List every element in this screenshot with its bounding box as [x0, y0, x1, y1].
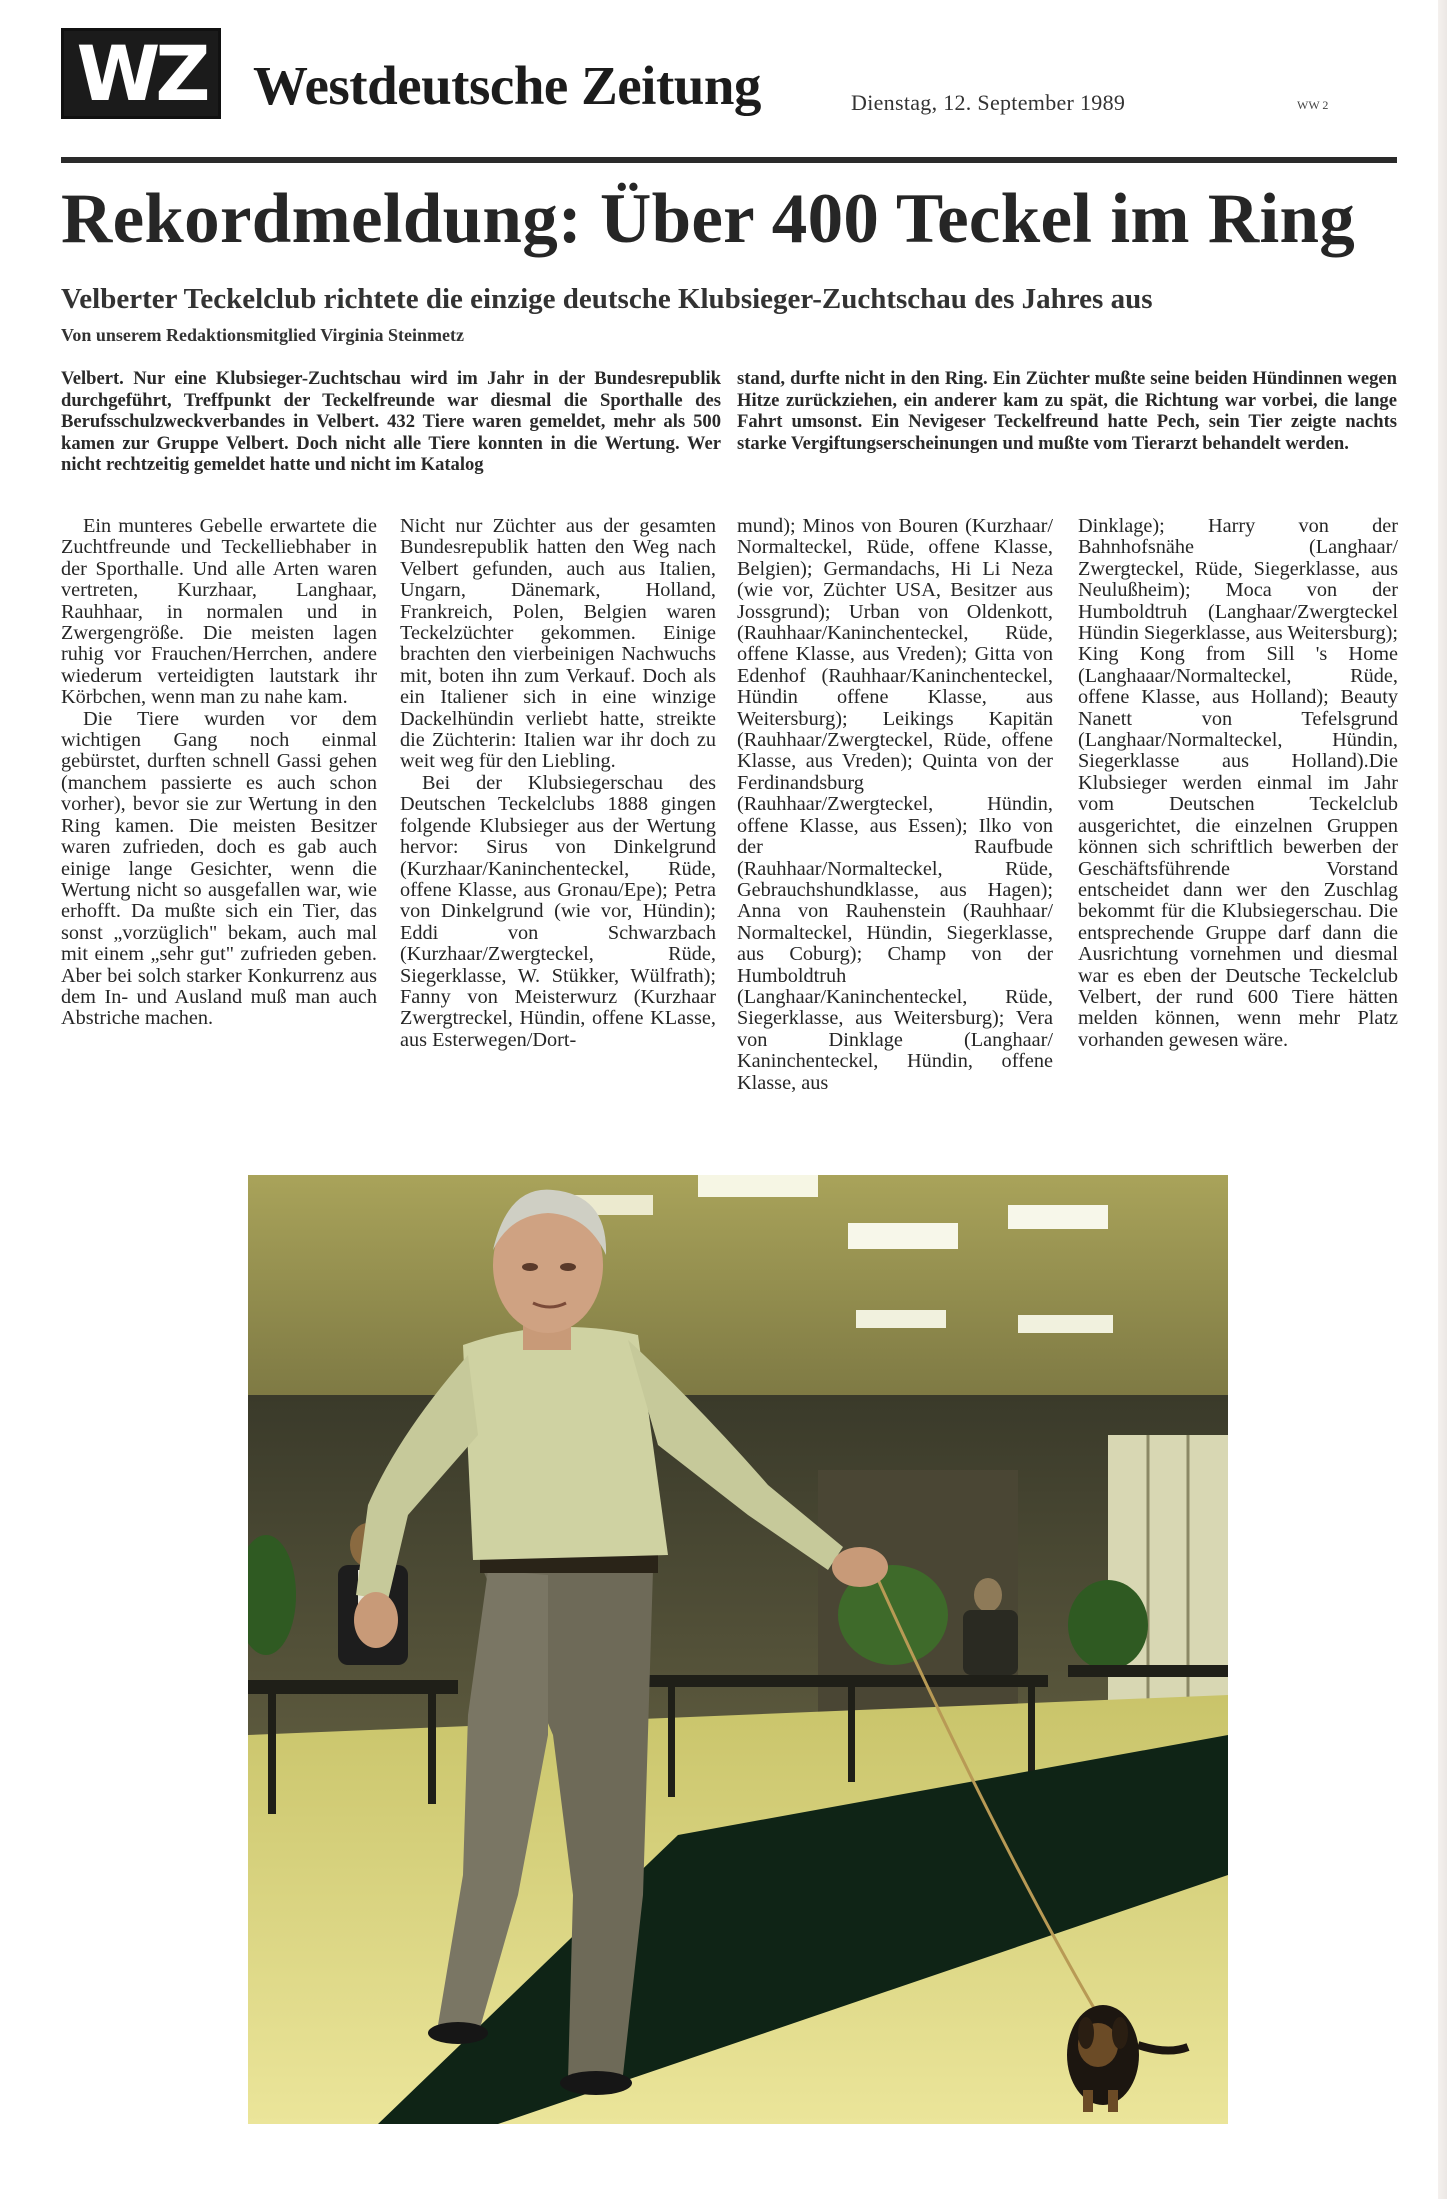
article-byline: Von unserem Redaktionsmitglied Virginia Steinmetz [61, 325, 465, 345]
ceiling-light [848, 1223, 958, 1249]
ceiling-light [698, 1175, 818, 1197]
body-column-1 [61, 516, 377, 1030]
lead-paragraph-left: Velbert. Nur eine Klubsieger-Zuchtschau wird im Jahr in der Bundesrepublik durchgeführt, Treffpunkt der Teckelfreunde war diesmal die Sporthalle des Berufsschulzweckverbandes in Velbert. 432 Tiere waren gemeldet, mehr als 500 kamen zur Gruppe Velbert. Doch nicht alle Tiere konnten in die Wertung. Wer nicht rechtzeitig gemeldet hatte und nicht im Katalog [61, 368, 721, 476]
table [248, 1680, 458, 1694]
page-edge-shadow [1438, 0, 1447, 2199]
ceiling-light [1018, 1315, 1113, 1333]
photo-illustration [248, 1175, 1228, 2124]
table [1068, 1665, 1228, 1677]
masthead-rule [61, 157, 1397, 163]
body-paragraph: Die Tiere wurden vor dem wichtigen Gang noch einmal gebürstet, durften schnell Gassi gehen (manchem passierte es auch schon vorher), bevor sie zur Wertung in den Ring kamen. Die meisten Besitzer waren zufrieden, doch es gab auch einige lange Gesichter, wenn die Wertung nicht so ausgefallen war, wie erhofft. Da mußte sich ein Tier, das sonst „vorzüglich" bekam, auch mal mit einem „sehr gut" zufrieden geben. Aber bei solch starker Konkurrenz aus dem In- und Ausland muß man auch Abstriche machen. [61, 707, 377, 1030]
body-column-3 [737, 516, 1053, 1094]
body-paragraph: mund); Minos von Bouren (Kurzhaar/ Normalteckel, Rüde, offene Klasse, Belgien); Germandachs, Hi Li Neza (wie vor, Züchter USA, Besitzer aus Jossgrund); Urban von Oldenkott, (Rauhhaar/Kaninchenteckel, Rüde, offene Klasse, aus Vreden); Gitta von Edenhof (Rauhhaar/Kaninchenteckel, Hündin offene Klasse, aus Weitersburg); Leikings Kapitän (Rauhhaar/Zwergteckel, Rüde, offene Klasse, aus Vreden); Quinta von der Ferdinandsburg (Rauhhaar/Zwergteckel, Hündin, offene Klasse, aus Essen); Ilko von der Raufbude (Rauhhaar/Normalteckel, Rüde, Gebrauchshundklasse, aus Hagen); Anna von Rauhenstein (Rauhhaar/ Normalteckel, Hündin, Siegerklasse, aus Coburg); Champ von der Humboldtruh (Langhaar/Kaninchenteckel, Rüde, Siegerklasse, aus Weitersburg); Vera von Dinklage (Langhaar/ Kaninchenteckel, Hündin, offene Klasse, aus [737, 515, 1053, 1094]
newspaper-logo [61, 28, 221, 119]
body-paragraph: Bei der Klubsiegerschau des Deutschen Teckelclubs 1888 gingen folgende Klubsieger aus der Wertung hervor: Sirus von Dinkelgrund (Kurzhaar/Kaninchenteckel, Rüde, offene Klasse, aus Gronau/Epe); Petra von Dinkelgrund (wie vor, Hündin); Eddi von Schwarzbach (Kurzhaar/Zwergteckel, Rüde, Siegerklasse, W. Stükker, Wülfrath); Fanny von Meisterwurz (Kurzhaar Zwergtreckel, Hündin, offene KLasse, aus Esterwegen/Dort- [400, 771, 716, 1051]
issue-date: Dienstag, 12. September 1989 [851, 90, 1126, 115]
ceiling-light [1008, 1205, 1108, 1229]
article-photo [248, 1175, 1228, 2124]
spectator [974, 1578, 1002, 1612]
page-code: WW 2 [1297, 98, 1329, 112]
masthead [61, 28, 1398, 128]
article-subheadline: Velberter Teckelclub richtete die einzige deutsche Klubsieger-Zuchtschau des Jahres aus [61, 283, 1153, 315]
newspaper-name: Westdeutsche Zeitung [253, 55, 761, 116]
body-paragraph: Ein munteres Gebelle erwartete die Zuchtfreunde und Teckelliebhaber in der Sporthalle. Und alle Arten waren vertreten, Kurzhaar, Langhaar, Rauhhaar, in normalen und in Zwergengröße. Die meisten lagen ruhig vor Frauchen/Herrchen, andere wiederum verteidigten lautstark ihr Körbchen, wenn man zu nahe kam. [61, 515, 377, 709]
body-column-2 [400, 516, 716, 1051]
body-paragraph: Dinklage); Harry von der Bahnhofsnähe (Langhaar/ Zwergteckel, Rüde, Siegerklasse, aus Neulußheim); Moca von der Humboldtruh (Langhaar/Zwergteckel Hündin Siegerklasse, aus Weitersburg); King Kong from Sill 's Home (Langhaaar/Normalteckel, Rüde, offene Klasse, aus Holland); Beauty Nanett von Tefelsgrund (Langhaar/Normalteckel, Hündin, Siegerklasse aus Holland).Die Klubsieger werden einmal im Jahr vom Deutschen Teckelclub ausgerichtet, die einzelnen Gruppen können sich schriftlich bewerben der Geschäftsführende Vorstand entscheidet dann wer den Zuschlag bekommt für die Klubsiegerschau. Die entsprechende Gruppe darf dann die Ausrichtung vornehmen und diesmal war es eben der Deutsche Teckelclub Velbert, der rund 600 Tiere hätten melden können, wenn mehr Platz vorhanden gewesen wäre. [1078, 515, 1398, 1051]
lead-paragraph-right: stand, durfte nicht in den Ring. Ein Züchter mußte seine beiden Hündinnen wegen Hitze zurückziehen, ein anderer kam zu spät, die Richtung war vorbei, die lange Fahrt umsonst. Ein Nevigeser Teckelfreund hatte Pech, sein Tier zeigte nachts starke Vergiftungserscheinungen und mußte vom Tierarzt behandelt werden. [737, 368, 1397, 454]
article-headline: Rekordmeldung: Über 400 Teckel im Ring [61, 180, 1356, 258]
table [648, 1675, 1048, 1687]
plant [1068, 1580, 1148, 1670]
body-column-4 [1078, 516, 1398, 1051]
ceiling-light [856, 1310, 946, 1328]
logo-text: WZ [76, 28, 206, 118]
body-paragraph: Nicht nur Züchter aus der gesamten Bundesrepublik hatten den Weg nach Velbert gefunden, auch aus Italien, Ungarn, Dänemark, Holland, Frankreich, Polen, Belgien waren Teckelzüchter gekommen. Einige brachten den vierbeinigen Nachwuchs mit, boten ihn zum Verkauf. Doch als ein Italiener sich in eine winzige Dackelhündin verliebt hatte, streikte die Züchterin: Italien war ihr doch zu weit weg für den Liebling. [400, 515, 716, 773]
